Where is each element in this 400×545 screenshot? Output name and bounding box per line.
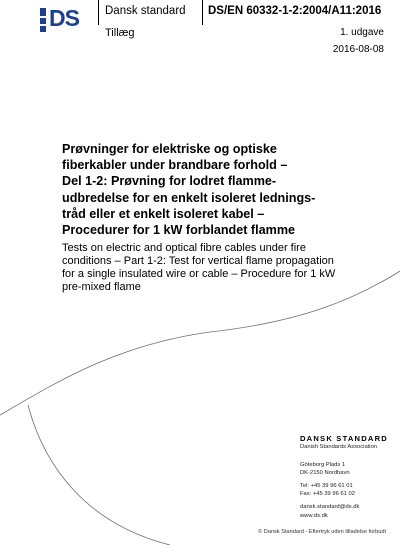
footer-email[interactable]: dansk.standard@ds.dk (300, 504, 360, 510)
footer-postcode: DK-2150 Nordhavn (300, 470, 350, 476)
footer-web[interactable]: www.ds.dk (300, 513, 328, 519)
title-line: pre-mixed flame (62, 281, 141, 293)
english-title (62, 242, 382, 294)
footer-brand: DANSK STANDARD (300, 434, 388, 443)
copyright-notice: © Dansk Standard - Eftertryk uden tilladelse forbudt (258, 529, 386, 535)
ds-logo (40, 7, 90, 33)
title-line: tråd eller et enkelt isoleret kabel – (62, 206, 265, 221)
standard-code: DS/EN 60332-1-2:2004/A11:2016 (208, 5, 382, 17)
document-type: Tillæg (105, 27, 135, 39)
footer-tel: Tel: +45 39 96 61 01 (300, 483, 353, 489)
header-divider (98, 0, 99, 25)
title-line: Tests on electric and optical fibre cables under fire (62, 242, 306, 254)
footer-address: Göteborg Plads 1 (300, 462, 346, 468)
danish-title (62, 141, 382, 238)
title-line: for a single insulated wire or cable – Procedure for 1 kW (62, 268, 336, 280)
footer-association: Danish Standards Association (300, 444, 378, 450)
title-line: Del 1-2: Prøvning for lodret flamme- (62, 174, 277, 189)
edition: 1. udgave (340, 27, 384, 38)
title-line: Prøvninger for elektriske og optiske (62, 142, 277, 156)
header-divider (202, 0, 203, 25)
publication-date: 2016-08-08 (332, 44, 384, 55)
footer-fax: Fax: +45 39 96 61 02 (300, 491, 355, 497)
title-line: udbredelse for en enkelt isoleret lednings- (62, 190, 316, 205)
title-line: conditions – Part 1-2: Test for vertical flame propagation (62, 255, 334, 267)
logo-text: DS (49, 5, 79, 31)
title-line: Procedurer for 1 kW forblandet flamme (62, 223, 296, 238)
standard-label: Dansk standard (105, 5, 186, 17)
title-line: fiberkabler under brandbare forhold – (62, 158, 288, 173)
